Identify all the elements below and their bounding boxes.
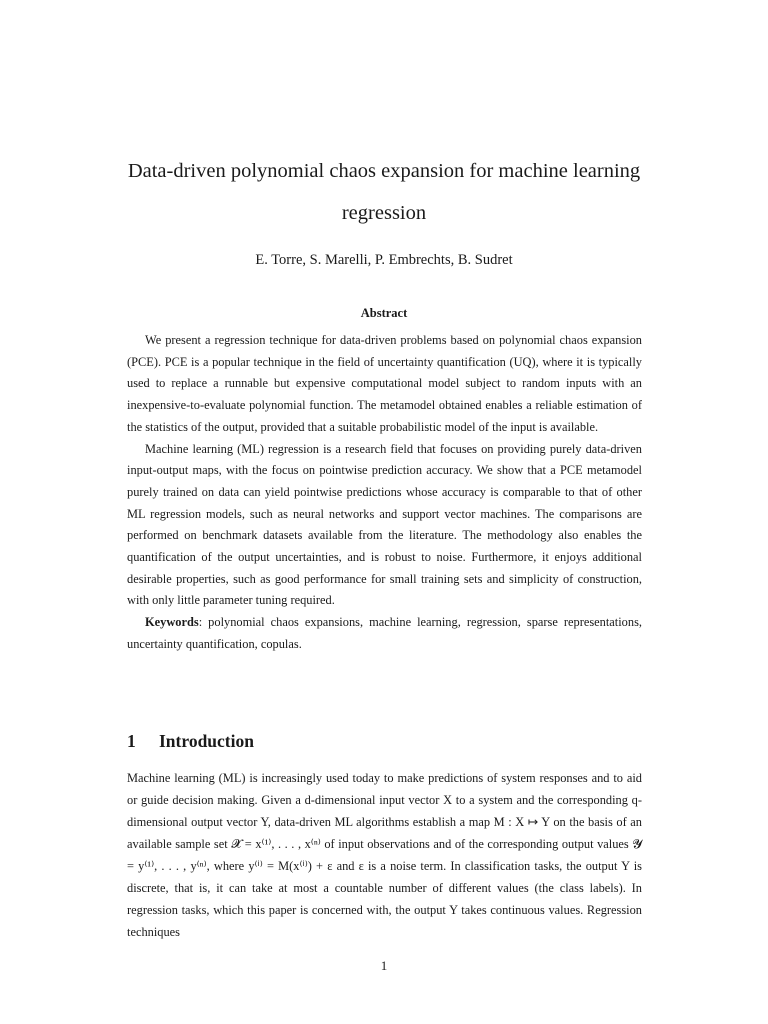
abstract-paragraph: Machine learning (ML) regression is a research field that focuses on providing purely data-driven input-output maps, with the focus on pointwise prediction accuracy. We show that a PCE metamodel purely trained on data can yield pointwise predictions whose accuracy is comparable to that of other ML regression models, such as neural networks and support vector machines. The comparisons are performed on benchmark datasets available from the literature. The methodology also enables the quantification of the output uncertainties, and is robust to noise. Furthermore, it enjoys additional desirable properties, such as good performance for small training sets and simplicity of construction, with only little parameter tuning required. bbox=[127, 441, 642, 608]
abstract-body bbox=[127, 330, 642, 656]
section-number: 1 bbox=[127, 731, 136, 751]
section-title: Introduction bbox=[159, 731, 254, 751]
paper-title: Data-driven polynomial chaos expansion for machine learning regression bbox=[127, 160, 641, 224]
body-paragraph: Machine learning (ML) is increasingly used today to make predictions of system responses and to aid or guide decision making. Given a d-dimensional input vector X to a system and the corresponding q-dimensional output vector Y, data-driven ML algorithms establish a map M : X ↦ Y on the basis of an available sample set 𝓧 = x⁽¹⁾, . . . , x⁽ⁿ⁾ of input observations and of the corresponding output values 𝓨 = y⁽¹⁾, . . . , y⁽ⁿ⁾, where y⁽ⁱ⁾ = M(x⁽ⁱ⁾) + ε and ε is a noise term. In classification tasks, the output Y is discrete, that is, it can take at most a countable number of different values (the class labels). In regression tasks, which this paper is concerned with, the output Y takes continuous values. Regression techniques bbox=[127, 771, 642, 939]
author-list: E. Torre, S. Marelli, P. Embrechts, B. Sudret bbox=[255, 252, 513, 268]
keywords-line bbox=[127, 612, 642, 655]
abstract-heading: Abstract bbox=[360, 306, 408, 320]
page-number: 1 bbox=[380, 958, 388, 973]
abstract-paragraph: We present a regression technique for data-driven problems based on polynomial chaos expansion (PCE). PCE is a popular technique in the field of uncertainty quantification (UQ), where it is typically used to replace a runnable but expensive computational model subject to random inputs with an inexpensive-to-evaluate polynomial function. The metamodel obtained enables a reliable estimation of the statistics of the output, provided that a suitable probabilistic model of the input is available. bbox=[127, 333, 642, 434]
keywords-text: : polynomial chaos expansions, machine learning, regression, sparse representations, uncertainty quantification, copulas. bbox=[127, 615, 642, 651]
keywords-label: Keywords bbox=[145, 615, 199, 630]
section-body bbox=[127, 767, 642, 943]
section-heading bbox=[127, 731, 254, 752]
